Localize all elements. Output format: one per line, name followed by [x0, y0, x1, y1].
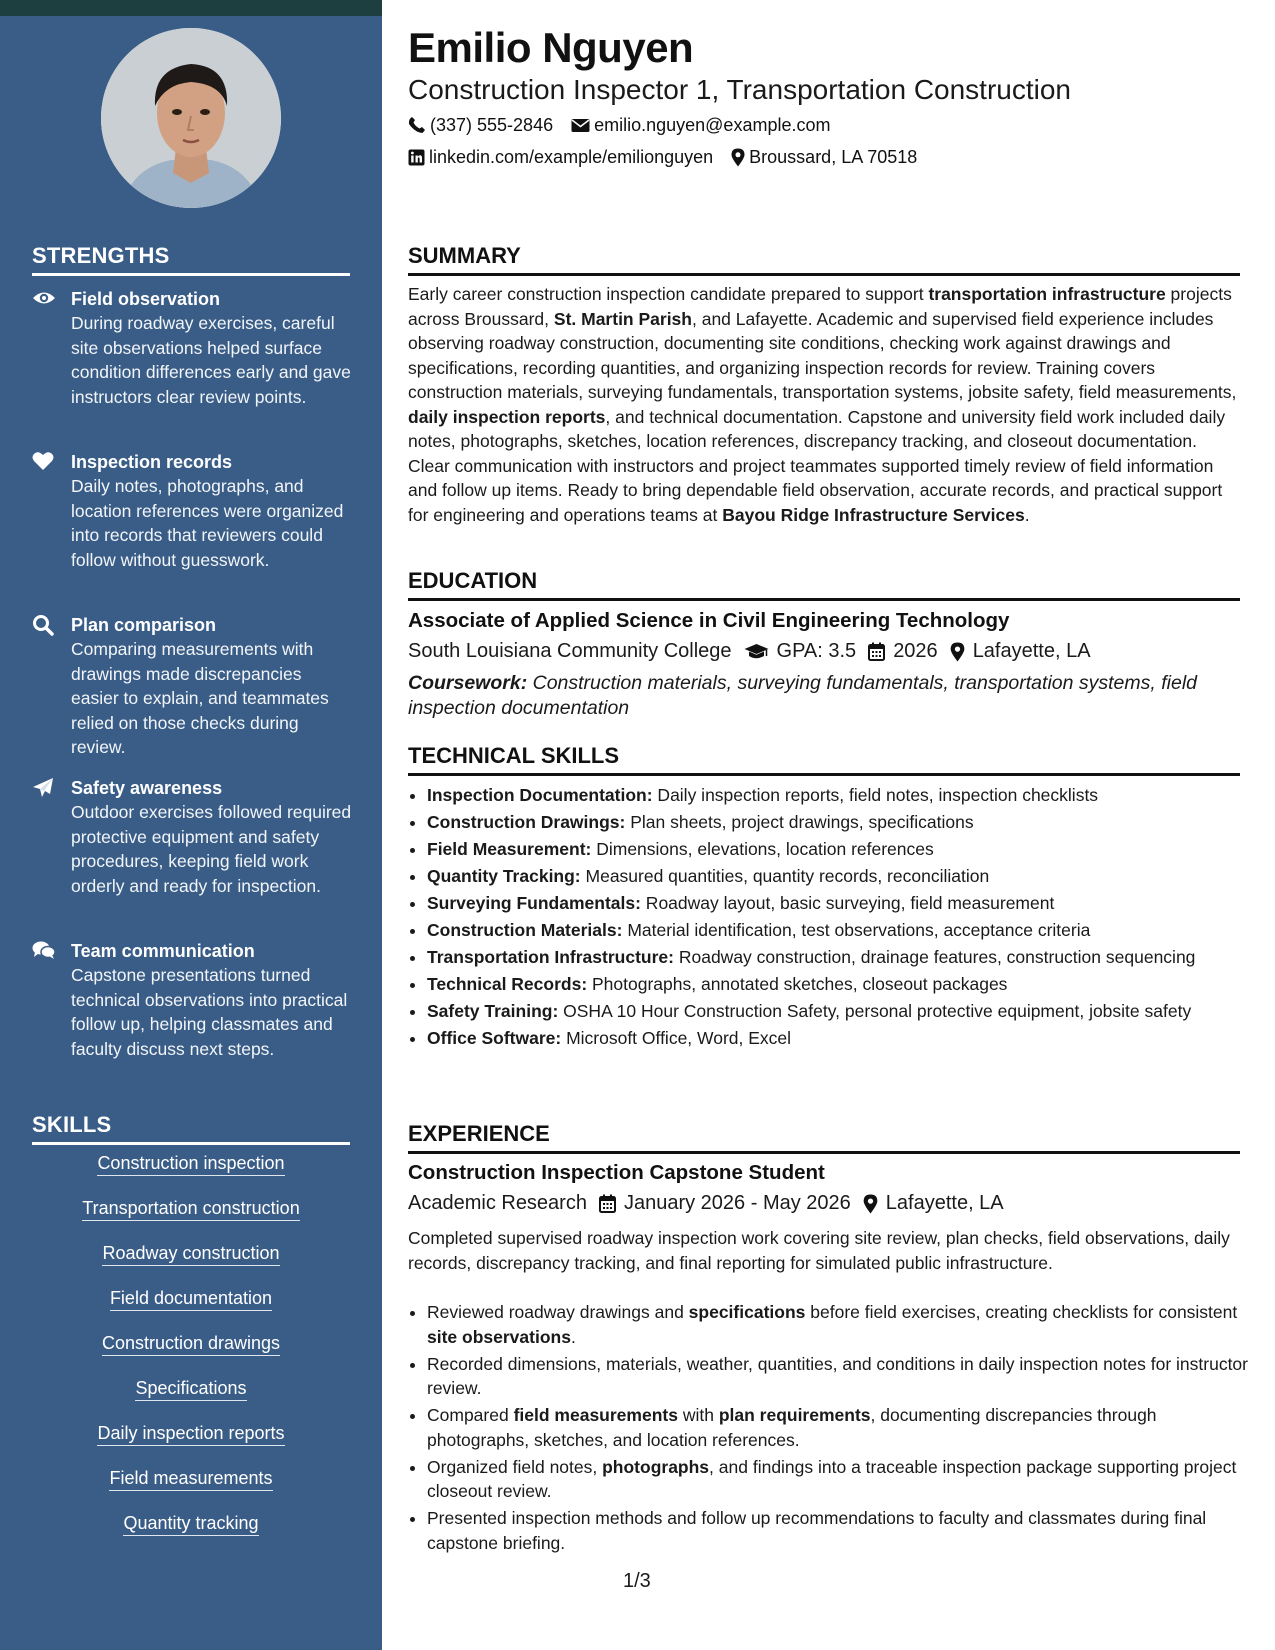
list-item: • Inspection Documentation: Daily inspection reports, field notes, inspection checklists	[427, 783, 1259, 808]
paper-plane-icon	[32, 777, 56, 799]
list-item: • Compared field measurements with plan requirements, documenting discrepancies through photographs, sketches, and location references.	[427, 1403, 1259, 1452]
strength-title: Team communication	[71, 941, 255, 961]
location-contact: Broussard, LA 70518	[731, 145, 917, 169]
list-item: • Presented inspection methods and follow up recommendations to faculty and classmates during final capstone briefing.	[427, 1506, 1259, 1555]
education-heading: EDUCATION	[408, 568, 1240, 601]
calendar-icon	[599, 1194, 616, 1213]
list-item: • Technical Records: Photographs, annotated sketches, closeout packages	[427, 972, 1259, 997]
skill-tag: Daily inspection reports	[32, 1420, 350, 1465]
skills-heading: SKILLS	[32, 1112, 350, 1145]
summary-heading: SUMMARY	[408, 243, 1240, 276]
linkedin-contact[interactable]: linkedin.com/example/emilionguyen	[408, 145, 713, 169]
eye-icon	[32, 288, 56, 310]
person-name: Emilio Nguyen	[408, 24, 694, 71]
experience-heading: EXPERIENCE	[408, 1121, 1240, 1154]
technical-skills-heading: TECHNICAL SKILLS	[408, 743, 1240, 776]
envelope-icon	[571, 118, 590, 133]
sidebar-top-bar	[0, 0, 382, 16]
skill-tag: Field measurements	[32, 1465, 350, 1510]
summary-text: Early career construction inspection candidate prepared to support transportation infrastructure projects across Broussard, St. Martin Parish, and Lafayette. Academic and supervised field experience includes observing roadway construction, documenting site conditions, checking work against drawings and specifications, recording quantities, and organizing inspection records for review. Training covers construction materials, surveying fundamentals, transportation systems, jobsite safety, field measurements, daily inspection reports, and technical documentation. Capstone and university field work included daily notes, photographs, sketches, location references, discrepancy tracking, and closeout documentation. Clear communication with instructors and project teammates supported timely review of field information and follow up items. Ready to bring dependable field observation, accurate records, and practical support for engineering and operations teams at Bayou Ridge Infrastructure Services.	[408, 284, 1237, 525]
strength-title: Safety awareness	[71, 778, 223, 798]
skill-tag: Transportation construction	[32, 1195, 350, 1240]
list-item: • Transportation Infrastructure: Roadway construction, drainage features, construction sequencing	[427, 945, 1259, 970]
strength-desc: Comparing measurements with drawings made discrepancies easier to explain, and teammates relied on those checks during review.	[71, 639, 329, 757]
job-title: Construction Inspection Capstone Student	[408, 1161, 825, 1184]
experience-bullets	[408, 1300, 1259, 1558]
page-number: 1/3	[623, 1570, 651, 1592]
sidebar	[0, 0, 382, 1650]
linkedin-icon	[408, 149, 425, 166]
strength-desc: During roadway exercises, careful site observations helped surface condition differences early and gave instructors clear review points.	[71, 313, 351, 407]
strength-title: Plan comparison	[71, 615, 217, 635]
map-marker-icon	[731, 148, 745, 167]
skill-tag: Construction inspection	[32, 1150, 350, 1195]
strength-title: Inspection records	[71, 452, 233, 472]
list-item: • Recorded dimensions, materials, weather, quantities, and conditions in daily inspection notes for instructor review.	[427, 1352, 1259, 1401]
strength-desc: Daily notes, photographs, and location references were organized into records that reviewers could follow without guesswork.	[71, 476, 344, 570]
list-item: • Field Measurement: Dimensions, elevations, location references	[427, 837, 1259, 862]
email-contact[interactable]: emilio.nguyen@example.com	[571, 113, 830, 137]
job-dates: January 2026 - May 2026	[599, 1192, 851, 1215]
degree-title: Associate of Applied Science in Civil Engineering Technology	[408, 609, 1010, 632]
list-item: • Surveying Fundamentals: Roadway layout, basic surveying, field measurement	[427, 891, 1259, 916]
calendar-icon	[868, 642, 885, 661]
list-item: • Organized field notes, photographs, and findings into a traceable inspection package supporting project closeout review.	[427, 1455, 1259, 1504]
comments-icon	[32, 940, 56, 962]
education-meta	[408, 640, 1103, 663]
graduation-cap-icon	[744, 643, 769, 661]
school-name: South Louisiana Community College	[408, 640, 732, 662]
list-item: • Construction Drawings: Plan sheets, project drawings, specifications	[427, 810, 1259, 835]
contact-line-2	[408, 145, 935, 169]
strengths-heading: STRENGTHS	[32, 243, 350, 276]
map-marker-icon	[950, 642, 965, 662]
coursework: Coursework: Construction materials, surveying fundamentals, transportation systems, field inspection documentation	[408, 672, 1198, 719]
strength-desc: Outdoor exercises followed required protective equipment and safety procedures, keeping field work orderly and ready for inspection.	[71, 802, 352, 896]
strength-item	[32, 450, 352, 572]
experience-meta	[408, 1192, 1016, 1215]
technical-skills-list	[408, 783, 1259, 1053]
strength-desc: Capstone presentations turned technical observations into practical follow up, helping classmates and faculty discuss next steps.	[71, 965, 348, 1059]
list-item: • Reviewed roadway drawings and specifications before field exercises, creating checklists for consistent site observations.	[427, 1300, 1259, 1349]
skill-tag: Construction drawings	[32, 1330, 350, 1375]
school-location: Lafayette, LA	[950, 640, 1091, 663]
strength-title: Field observation	[71, 289, 221, 309]
skill-tag: Specifications	[32, 1375, 350, 1420]
phone-icon	[408, 116, 426, 134]
gpa: GPA: 3.5	[744, 640, 857, 663]
job-location: Lafayette, LA	[863, 1192, 1004, 1215]
strength-item	[32, 613, 352, 760]
strength-item	[32, 776, 352, 898]
list-item: • Safety Training: OSHA 10 Hour Construction Safety, personal protective equipment, jobsite safety	[427, 999, 1259, 1024]
list-item: • Office Software: Microsoft Office, Word, Excel	[427, 1026, 1259, 1051]
organization: Academic Research	[408, 1192, 587, 1214]
heart-icon	[32, 451, 56, 473]
skills-list	[32, 1150, 350, 1555]
contact-line-1	[408, 113, 848, 137]
experience-intro: Completed supervised roadway inspection work covering site review, plan checks, field observations, daily records, discrepancy tracking, and final reporting for simulated public infrastructure.	[408, 1228, 1230, 1273]
strength-item	[32, 939, 352, 1061]
list-item: • Quantity Tracking: Measured quantities, quantity records, reconciliation	[427, 864, 1259, 889]
strength-item	[32, 287, 352, 409]
list-item: • Construction Materials: Material identification, test observations, acceptance criteria	[427, 918, 1259, 943]
skill-tag: Quantity tracking	[32, 1510, 350, 1555]
person-role: Construction Inspector 1, Transportation Construction	[408, 74, 1072, 105]
map-marker-icon	[863, 1194, 878, 1214]
search-icon	[32, 614, 56, 636]
skill-tag: Roadway construction	[32, 1240, 350, 1285]
skill-tag: Field documentation	[32, 1285, 350, 1330]
phone-contact: (337) 555-2846	[408, 113, 553, 137]
graduation-year: 2026	[868, 640, 938, 663]
profile-photo	[101, 28, 281, 208]
